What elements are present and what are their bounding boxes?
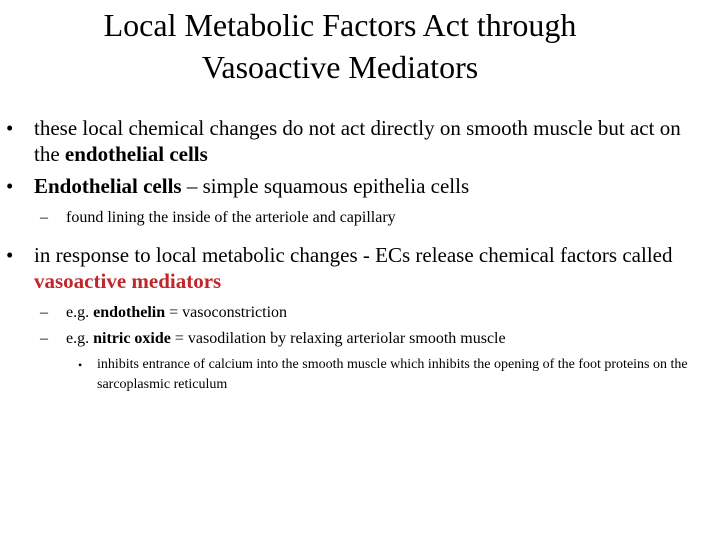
bullet-2-sub-1-text: found lining the inside of the arteriole and capillary	[66, 209, 396, 226]
bullet-3-sub-2-sub-1	[0, 355, 720, 395]
bullet-2-sub-1	[0, 208, 720, 228]
bullet-2-bold: Endothelial cells	[34, 174, 182, 198]
bullet-3-sub-2-prefix: e.g.	[66, 330, 94, 347]
title-line-1: Local Metabolic Factors Act through	[103, 7, 577, 43]
bullet-3-text: in response to local metabolic changes - ECs release chemical factors called	[34, 243, 673, 267]
bullet-3-sub-2-bold: nitric oxide	[93, 330, 171, 347]
bullet-2-text: – simple squamous epithelia cells	[181, 174, 470, 198]
dash-marker: –	[40, 209, 48, 226]
bullet-1	[0, 115, 720, 167]
slide-body	[0, 115, 720, 395]
bullet-1-text: these local chemical changes do not act directly on smooth muscle but act on the	[34, 116, 681, 166]
bullet-3-sub-1	[0, 303, 720, 323]
bullet-3	[0, 242, 720, 294]
bullet-3-sub-2-suffix: = vasodilation by relaxing arteriolar smooth muscle	[170, 330, 506, 347]
bullet-marker: •	[6, 174, 14, 198]
bullet-marker-small: •	[78, 358, 83, 372]
bullet-3-highlight: vasoactive mediators	[34, 269, 222, 293]
bullet-1-bold: endothelial cells	[64, 142, 208, 166]
bullet-3-sub-1-suffix: = vasoconstriction	[165, 304, 288, 321]
bullet-3-sub-1-bold: endothelin	[93, 304, 166, 321]
bullet-2	[0, 173, 720, 199]
bullet-3-sub-2-sub-1-text: inhibits entrance of calcium into the smooth muscle which inhibits the opening of the foot proteins on the sarcoplasmic reticulum	[97, 357, 688, 392]
slide-title	[40, 4, 640, 88]
dash-marker: –	[40, 304, 48, 321]
bullet-marker: •	[6, 243, 14, 267]
title-line-2: Vasoactive Mediators	[201, 49, 479, 85]
bullet-3-sub-1-prefix: e.g.	[66, 304, 94, 321]
bullet-3-sub-2	[0, 329, 720, 349]
dash-marker: –	[40, 330, 48, 347]
bullet-marker: •	[6, 116, 14, 140]
